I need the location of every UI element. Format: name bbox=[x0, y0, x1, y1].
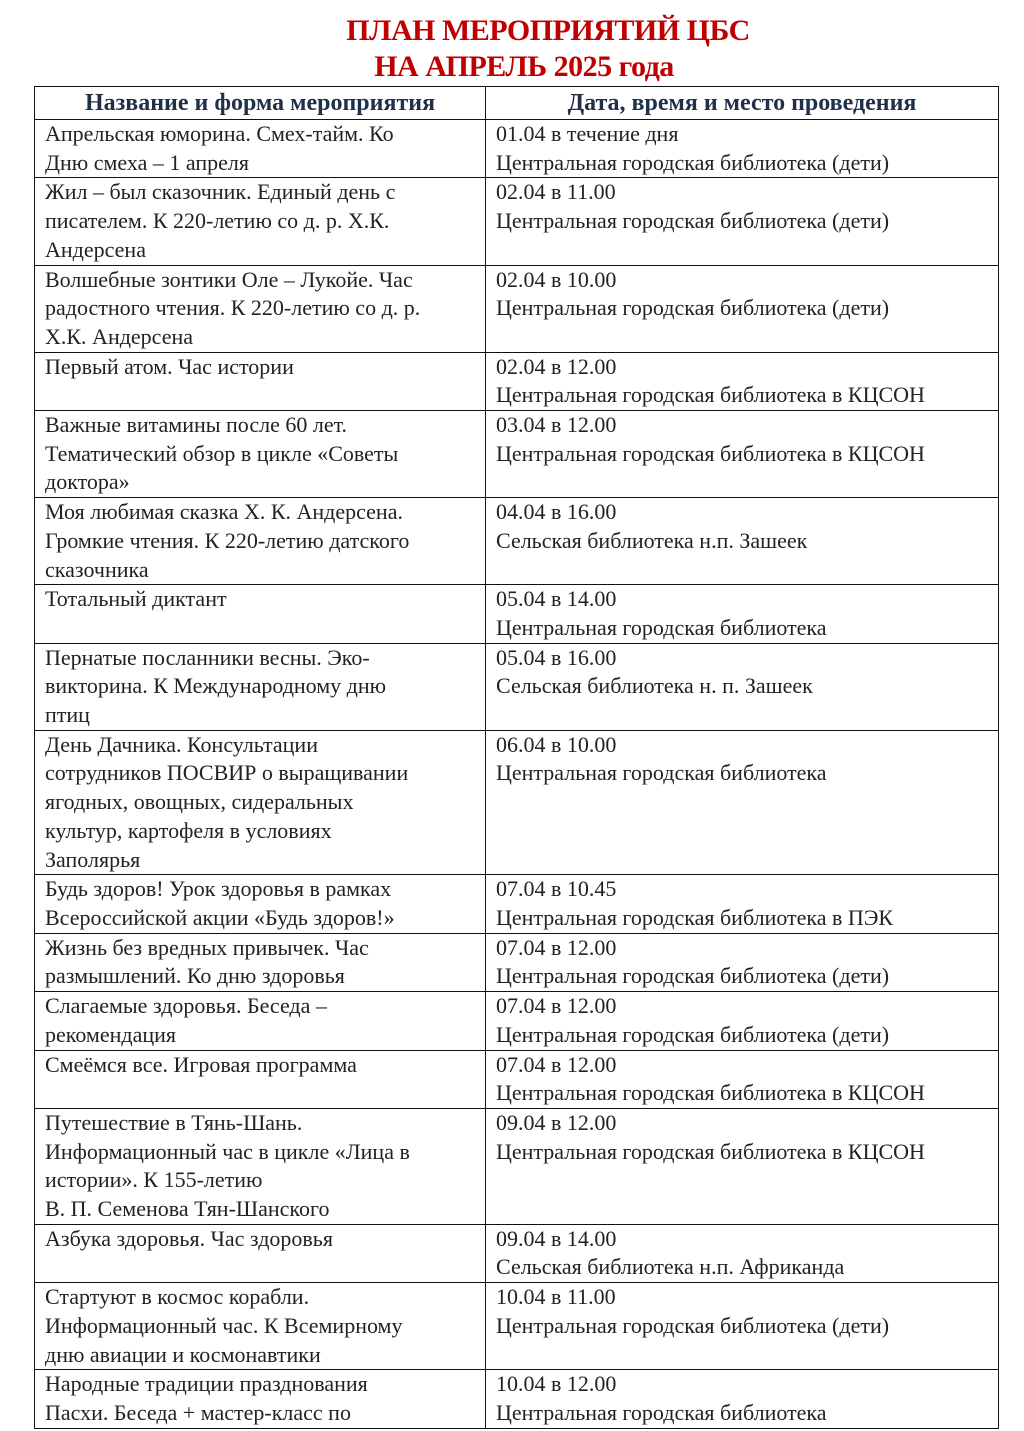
table-row bbox=[35, 265, 999, 352]
event-name-cell: Пернатые посланники весны. Эко- викторина. К Международному дню птиц bbox=[35, 643, 486, 730]
table-row bbox=[35, 1283, 999, 1370]
event-date-place-cell: 07.04 в 12.00 Центральная городская библиотека (дети) bbox=[486, 933, 999, 991]
event-date-place-cell: 02.04 в 11.00 Центральная городская библиотека (дети) bbox=[486, 178, 999, 265]
event-name-cell: Стартуют в космос корабли. Информационный час. К Всемирному дню авиации и космонавтики bbox=[35, 1283, 486, 1370]
event-name-cell: Важные витамины после 60 лет. Тематический обзор в цикле «Советы доктора» bbox=[35, 411, 486, 498]
event-date-place-cell: 03.04 в 12.00 Центральная городская библиотека в КЦСОН bbox=[486, 411, 999, 498]
table-row bbox=[35, 875, 999, 933]
event-name-cell: Тотальный диктант bbox=[35, 585, 486, 643]
document-title: ПЛАН МЕРОПРИЯТИЙ ЦБС bbox=[346, 14, 750, 47]
table-header-row bbox=[35, 87, 999, 120]
event-name-cell: Жизнь без вредных привычек. Час размышлений. Ко дню здоровья bbox=[35, 933, 486, 991]
header-date-place: Дата, время и место проведения bbox=[486, 87, 999, 120]
event-name-cell: Моя любимая сказка Х. К. Андерсена. Громкие чтения. К 220-летию датского сказочника bbox=[35, 498, 486, 585]
table-row bbox=[35, 178, 999, 265]
event-name-cell: Азбука здоровья. Час здоровья bbox=[35, 1224, 486, 1282]
event-name-cell: Смеёмся все. Игровая программа bbox=[35, 1050, 486, 1108]
table-row bbox=[35, 933, 999, 991]
table-row bbox=[35, 1224, 999, 1282]
table-row bbox=[35, 730, 999, 875]
event-date-place-cell: 02.04 в 12.00 Центральная городская библиотека в КЦСОН bbox=[486, 352, 999, 410]
event-date-place-cell: 07.04 в 12.00 Центральная городская библиотека в КЦСОН bbox=[486, 1050, 999, 1108]
event-date-place-cell: 06.04 в 10.00 Центральная городская библиотека bbox=[486, 730, 999, 875]
table-row bbox=[35, 1050, 999, 1108]
table-row bbox=[35, 120, 999, 178]
event-date-place-cell: 05.04 в 16.00 Сельская библиотека н. п. Зашеек bbox=[486, 643, 999, 730]
table-row bbox=[35, 498, 999, 585]
table-row bbox=[35, 1108, 999, 1224]
event-date-place-cell: 07.04 в 10.45 Центральная городская библиотека в ПЭК bbox=[486, 875, 999, 933]
event-date-place-cell: 10.04 в 12.00 Центральная городская библиотека bbox=[486, 1370, 999, 1428]
event-name-cell: Слагаемые здоровья. Беседа – рекомендация bbox=[35, 992, 486, 1050]
event-name-cell: Народные традиции празднования Пасхи. Беседа + мастер-класс по bbox=[35, 1370, 486, 1428]
event-name-cell: Волшебные зонтики Оле – Лукойе. Час радостного чтения. К 220-летию со д. р. Х.К. Андерсена bbox=[35, 265, 486, 352]
event-name-cell: День Дачника. Консультации сотрудников ПОСВИР о выращивании ягодных, овощных, сидеральных культур, картофеля в условиях Заполярья bbox=[35, 730, 486, 875]
table-row bbox=[35, 1370, 999, 1428]
event-name-cell: Путешествие в Тянь-Шань. Информационный час в цикле «Лица в истории». К 155-летию В. П. Семенова Тян-Шанского bbox=[35, 1108, 486, 1224]
document-subtitle: НА АПРЕЛЬ 2025 года bbox=[374, 50, 674, 83]
event-date-place-cell: 07.04 в 12.00 Центральная городская библиотека (дети) bbox=[486, 992, 999, 1050]
table-row bbox=[35, 352, 999, 410]
event-date-place-cell: 04.04 в 16.00 Сельская библиотека н.п. Зашеек bbox=[486, 498, 999, 585]
events-table bbox=[34, 86, 999, 1429]
event-name-cell: Будь здоров! Урок здоровья в рамках Всероссийской акции «Будь здоров!» bbox=[35, 875, 486, 933]
table-row bbox=[35, 643, 999, 730]
event-date-place-cell: 10.04 в 11.00 Центральная городская библиотека (дети) bbox=[486, 1283, 999, 1370]
event-date-place-cell: 01.04 в течение дня Центральная городская библиотека (дети) bbox=[486, 120, 999, 178]
event-date-place-cell: 02.04 в 10.00 Центральная городская библиотека (дети) bbox=[486, 265, 999, 352]
event-name-cell: Первый атом. Час истории bbox=[35, 352, 486, 410]
table-row bbox=[35, 411, 999, 498]
event-date-place-cell: 09.04 в 12.00 Центральная городская библиотека в КЦСОН bbox=[486, 1108, 999, 1224]
table-row bbox=[35, 992, 999, 1050]
event-name-cell: Апрельская юморина. Смех-тайм. Ко Дню смеха – 1 апреля bbox=[35, 120, 486, 178]
event-date-place-cell: 05.04 в 14.00 Центральная городская библиотека bbox=[486, 585, 999, 643]
event-name-cell: Жил – был сказочник. Единый день с писателем. К 220-летию со д. р. Х.К. Андерсена bbox=[35, 178, 486, 265]
header-event-name: Название и форма мероприятия bbox=[35, 87, 486, 120]
event-date-place-cell: 09.04 в 14.00 Сельская библиотека н.п. Африканда bbox=[486, 1224, 999, 1282]
table-row bbox=[35, 585, 999, 643]
